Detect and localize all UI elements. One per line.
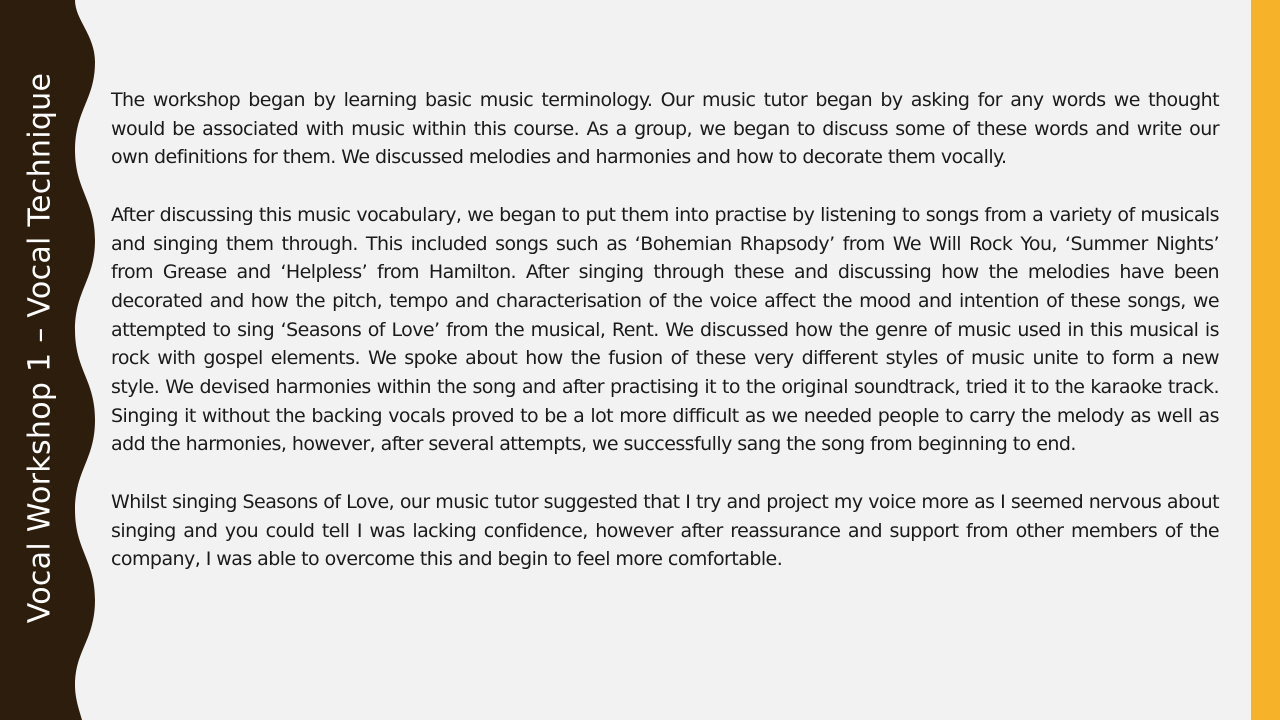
slide-title: Vocal Workshop 1 – Vocal Technique (22, 72, 58, 624)
title-container (0, 0, 80, 720)
paragraph-songs: After discussing this music vocabulary, we began to put them into practise by listening to songs from a variety of musicals and singing them through. This included songs such as ‘Bohemian Rhapsody’ from We Will Rock You, ‘Summer Nights’ from Grease and ‘Helpless’ from Hamilton. After singing through these and discussing how the melodies have been decorated and how the pitch, tempo and characterisation of the voice affect the mood and intention of these songs, we attempted to sing ‘Seasons of Love’ from the musical, Rent. We discussed how the genre of music used in this musical is rock with gospel elements. We spoke about how the fusion of these very different styles of music unite to form a new style. We devised harmonies within the song and after practising it to the original soundtrack, tried it to the karaoke track. Singing it without the backing vocals proved to be a lot more difficult as we needed people to carry the melody as well as add the harmonies, however, after several attempts, we successfully sang the song from beginning to end. (111, 203, 1219, 456)
paragraph-reflection: Whilst singing Seasons of Love, our music tutor suggested that I try and project my voice more as I seemed nervous about singing and you could tell I was lacking confidence, however after reassurance and support from other members of the company, I was able to overcome this and begin to feel more comfortable. (111, 490, 1219, 571)
slide-body (111, 86, 1219, 603)
accent-bar (1251, 0, 1280, 720)
paragraph-intro: The workshop began by learning basic music terminology. Our music tutor began by asking for any words we thought would be associated with music within this course. As a group, we began to discuss some of these words and write our own definitions for them. We discussed melodies and harmonies and how to decorate them vocally. (111, 89, 1219, 169)
